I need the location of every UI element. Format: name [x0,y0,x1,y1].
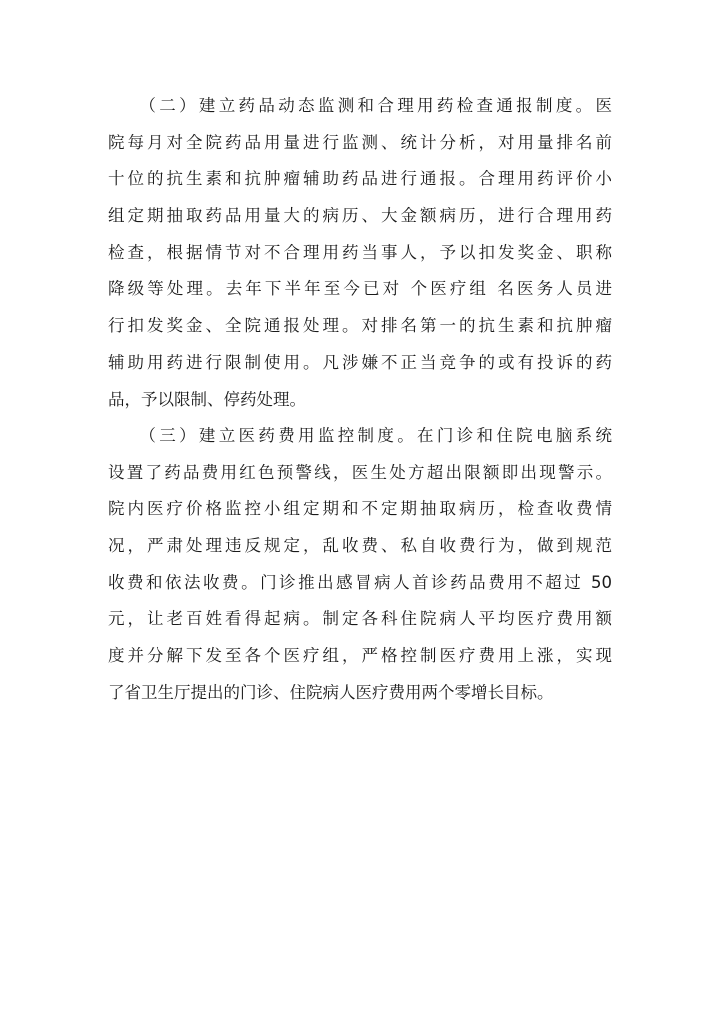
paragraph-line: 院每月对全院药品用量进行监测、统计分析，对用量排名前 [108,132,612,152]
paragraph-line: 况，严肃处理违反规定，乱收费、私自收费行为，做到规范 [108,536,612,556]
paragraph-line: 收费和依法收费。门诊推出感冒病人首诊药品费用不超过 50 [108,572,612,592]
paragraph-line: 品，予以限制、停药处理。 [108,389,306,409]
paragraph-line: 十位的抗生素和抗肿瘤辅助药品进行通报。合理用药评价小 [108,169,612,189]
paragraph-line: 元，让老百姓看得起病。制定各科住院病人平均医疗费用额 [108,609,612,629]
paragraph-line: 院内医疗价格监控小组定期和不定期抽取病历，检查收费情 [108,499,612,519]
paragraph-line: （三）建立医药费用监控制度。在门诊和住院电脑系统 [108,426,612,445]
paragraph-line: 组定期抽取药品用量大的病历、大金额病历，进行合理用药 [108,206,612,226]
paragraph-line: 辅助用药进行限制使用。凡涉嫌不正当竞争的或有投诉的药 [108,352,612,372]
paragraph-line: 行扣发奖金、全院通报处理。对排名第一的抗生素和抗肿瘤 [108,316,612,336]
paragraph-line: 检查，根据情节对不合理用药当事人，予以扣发奖金、职称 [108,242,612,262]
paragraph-line: 度并分解下发至各个医疗组，严格控制医疗费用上涨，实现 [108,646,612,666]
paragraph-line: 了省卫生厅提出的门诊、住院病人医疗费用两个零增长目标。 [108,682,554,702]
paragraph-cost-monitoring [108,418,612,712]
paragraph-line: 设置了药品费用红色预警线，医生处方超出限额即出现警示。 [108,462,612,482]
paragraph-line: 降级等处理。去年下半年至今已对 个医疗组 名医务人员进 [108,279,612,299]
paragraph-line: （二）建立药品动态监测和合理用药检查通报制度。医 [108,96,612,115]
paragraph-drug-monitoring [108,88,612,418]
